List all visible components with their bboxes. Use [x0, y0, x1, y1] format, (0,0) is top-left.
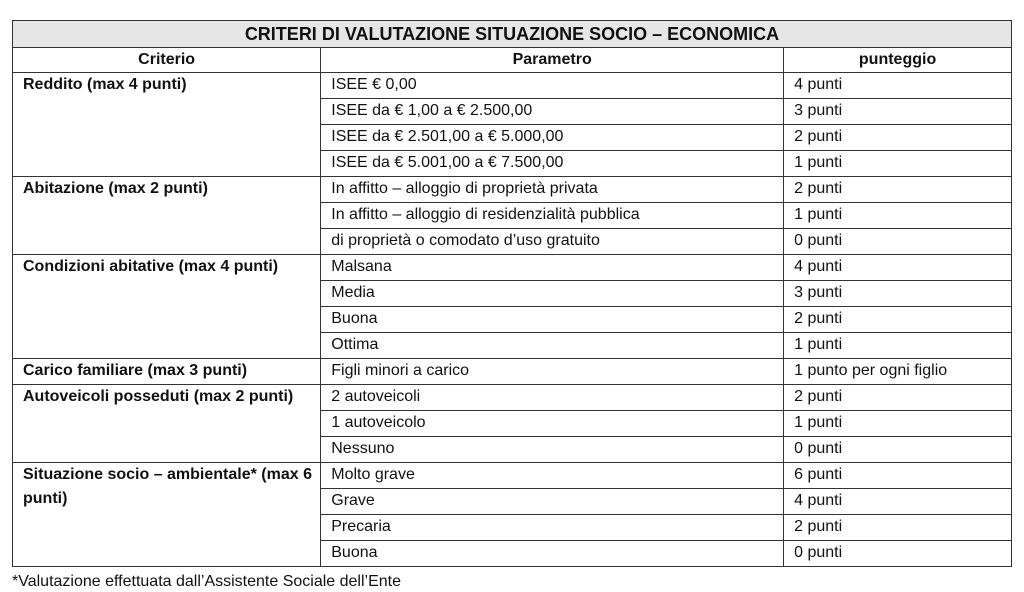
parametro-cell: di proprietà o comodato d’uso gratuito — [321, 229, 784, 255]
parametro-cell: ISEE € 0,00 — [321, 73, 784, 99]
parametro-cell: Media — [321, 281, 784, 307]
criterio-cell: Situazione socio – ambientale* (max 6 punti) — [13, 463, 321, 567]
table-row — [13, 385, 1012, 411]
punteggio-cell: 1 punti — [784, 203, 1012, 229]
punteggio-cell: 4 punti — [784, 255, 1012, 281]
table-row — [13, 359, 1012, 385]
punteggio-cell: 2 punti — [784, 307, 1012, 333]
punteggio-cell: 0 punti — [784, 541, 1012, 567]
criterio-cell: Abitazione (max 2 punti) — [13, 177, 321, 255]
table-row — [13, 177, 1012, 203]
parametro-cell: In affitto – alloggio di proprietà privata — [321, 177, 784, 203]
table-row — [13, 463, 1012, 489]
punteggio-cell: 3 punti — [784, 281, 1012, 307]
parametro-cell: Buona — [321, 307, 784, 333]
punteggio-cell: 1 punti — [784, 411, 1012, 437]
table-title: CRITERI DI VALUTAZIONE SITUAZIONE SOCIO – ECONOMICA — [13, 21, 1012, 48]
parametro-cell: 1 autoveicolo — [321, 411, 784, 437]
parametro-cell: ISEE da € 1,00 a € 2.500,00 — [321, 99, 784, 125]
table-body — [13, 73, 1012, 567]
document-page — [12, 20, 1012, 591]
table-row — [13, 255, 1012, 281]
punteggio-cell: 0 punti — [784, 437, 1012, 463]
parametro-cell: Buona — [321, 541, 784, 567]
criterio-cell: Condizioni abitative (max 4 punti) — [13, 255, 321, 359]
parametro-cell: ISEE da € 5.001,00 a € 7.500,00 — [321, 151, 784, 177]
punteggio-cell: 2 punti — [784, 177, 1012, 203]
parametro-cell: Malsana — [321, 255, 784, 281]
punteggio-cell: 4 punti — [784, 73, 1012, 99]
punteggio-cell: 1 punto per ogni figlio — [784, 359, 1012, 385]
criterio-cell: Carico familiare (max 3 punti) — [13, 359, 321, 385]
parametro-cell: Figli minori a carico — [321, 359, 784, 385]
parametro-cell: 2 autoveicoli — [321, 385, 784, 411]
punteggio-cell: 0 punti — [784, 229, 1012, 255]
punteggio-cell: 2 punti — [784, 515, 1012, 541]
punteggio-cell: 1 punti — [784, 333, 1012, 359]
parametro-cell: In affitto – alloggio di residenzialità pubblica — [321, 203, 784, 229]
punteggio-cell: 2 punti — [784, 125, 1012, 151]
criterio-cell: Autoveicoli posseduti (max 2 punti) — [13, 385, 321, 463]
criterio-cell: Reddito (max 4 punti) — [13, 73, 321, 177]
header-criterio: Criterio — [13, 48, 321, 73]
parametro-cell: Ottima — [321, 333, 784, 359]
parametro-cell: Nessuno — [321, 437, 784, 463]
punteggio-cell: 4 punti — [784, 489, 1012, 515]
punteggio-cell: 2 punti — [784, 385, 1012, 411]
header-parametro: Parametro — [321, 48, 784, 73]
parametro-cell: Precaria — [321, 515, 784, 541]
footnote: *Valutazione effettuata dall’Assistente Sociale dell’Ente — [12, 573, 401, 590]
punteggio-cell: 1 punti — [784, 151, 1012, 177]
criteria-table — [12, 20, 1012, 567]
punteggio-cell: 6 punti — [784, 463, 1012, 489]
punteggio-cell: 3 punti — [784, 99, 1012, 125]
parametro-cell: Grave — [321, 489, 784, 515]
table-row — [13, 73, 1012, 99]
parametro-cell: Molto grave — [321, 463, 784, 489]
header-punteggio: punteggio — [784, 48, 1012, 73]
parametro-cell: ISEE da € 2.501,00 a € 5.000,00 — [321, 125, 784, 151]
